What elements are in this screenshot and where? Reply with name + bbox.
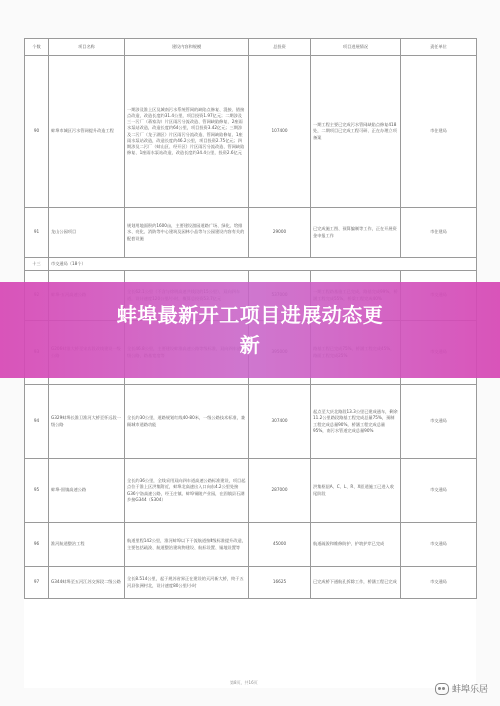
cell-name: 蚌埠-固镇高速公路 [49,459,125,523]
cell-invest: 307400 [249,385,311,459]
banner-line-2: 新 [239,333,261,357]
title-banner [0,282,500,378]
cell-invest: 45000 [249,523,311,567]
cell-no: 96 [25,523,49,567]
header-progress: 项目进展情况 [311,39,401,56]
cell-name: 龙山公园项目 [49,208,125,258]
cell-no: 95 [25,459,49,523]
table-row [25,56,477,208]
cell-progress: 已完成桥下通航孔拆除工作，桥涵工程已完成 [311,567,401,599]
watermark-text: 蚌埠乐居 [451,685,488,695]
watermark [435,682,488,695]
cell-desc: 全长约36公里，全线采用双向四车道高速公路标准建设，项目起点位于淮上区洪集附近，蚌埠北高速出入口向东4.2公里处接G36宁洛高速公路，经王庄镇、蚌埠铜陵产业园，在固镇县石湖乡接G344（S304） [125,459,249,523]
cell-name: 淮河航道整治工程 [49,523,125,567]
cell-progress: 航道疏浚和维修防护、护坡护岸已完成 [311,523,401,567]
cell-progress: 洪集枢纽A、C、L、R、X匝道施工已进入收尾阶段 [311,459,401,523]
cell-unit: 市交通局 [401,523,477,567]
cell-no: 97 [25,567,49,599]
wechat-icon [435,683,449,695]
header-unit: 责任单位 [401,39,477,56]
header-name: 项目名称 [49,39,125,56]
cell-unit: 市住建局 [401,56,477,208]
header-no: 个数 [25,39,49,56]
table-row [25,523,477,567]
cell-name: 蚌埠市城区污水管网提升改造工程 [49,56,125,208]
cell-desc: 规划用地面积约1600亩，主要建设游园道路广场、绿化、给排水、亮化、消防等中心建筑及园林小品等与公园建设内容有关的配套设施 [125,208,249,258]
cell-progress: 已完成施工图、预算编制等工作，正在开展资金申报工作 [311,208,401,258]
cell-no: 91 [25,208,49,258]
cell-desc: 一期涉及淮上区及城南污水系统管网的缺陷点修复、混接、错接点改造，改造长度约31.4公里，项目投资1.97亿元；二期涉及三一污厂（蒋家沟）片区雨污分流改造、管网缺陷修复、2座雨水泵站改造，改造长度约64公里，项目投资3.42亿元；三期涉及二污厂（龙子湖区）片区雨污分流改造、管网缺陷修复、1座雨水泵站改造，改造长度约46.2公里，项目投资2.75亿元；四期涉及二污厂（蚌山区、经开区）片区雨污分流改造、管网缺陷修复、1座雨水泵站改造，改造长度约34.4公里，投资2.6亿元 [125,56,249,208]
table-header-row [25,39,477,56]
cell-invest: 29000 [249,208,311,258]
section-row [25,258,477,271]
table-row [25,567,477,599]
banner-line-1: 蚌埠最新开工项目进展动态更 [116,303,384,327]
cell-unit: 市住建局 [401,208,477,258]
cell-name: G344蚌埠至五河江苏交界段二级公路 [49,567,125,599]
section-no: 十三 [25,258,49,271]
cell-invest: 16625 [249,567,311,599]
table-row [25,385,477,459]
cell-invest: 107400 [249,56,311,208]
section-label: 市交通局（18个） [49,258,477,271]
header-invest: 总投资 [249,39,311,56]
table-row [25,208,477,258]
table-row [25,459,477,523]
cell-unit: 市交通局 [401,385,477,459]
header-desc: 建设内容和规模 [125,39,249,56]
cell-unit: 市交通局 [401,567,477,599]
cell-desc: 全长8.514公里，起于规苏省界正在建设的天河新大桥，终于五河县张洲村北，设计速度80公里/小时 [125,567,249,599]
cell-desc: 全长约30公里，道路规划红线40-80米，一级公路技术标准，兼顾城市道路功能 [125,385,249,459]
cell-progress: 一期工程主要已完成污水管网缺陷点修复418处，二期项目已完成工程可研、正在办理立项备案 [311,56,401,208]
cell-no: 90 [25,56,49,208]
cell-desc: 航道里程142公里，淮河蚌埠以下干流航道按Ⅱ级标准提升改造，主要包括疏浚、航道整治建筑物建设、航标设置、锚地设置等 [125,523,249,567]
cell-progress: 起点至大庆北路段13.3公里已建成通车，剩余11.2公里路段路基工程完成总量75%，预制工程完成总量90%，桥涵工程完成总量95%，南污水管道完成总量90% [311,385,401,459]
cell-name: G329蚌埠长淮卫淮河大桥至怀远段一级公路 [49,385,125,459]
cell-no: 94 [25,385,49,459]
cell-invest: 287000 [249,459,311,523]
page-number: 第8页，共16页 [230,680,258,685]
banner-title [30,300,470,360]
cell-unit: 市交通局 [401,459,477,523]
